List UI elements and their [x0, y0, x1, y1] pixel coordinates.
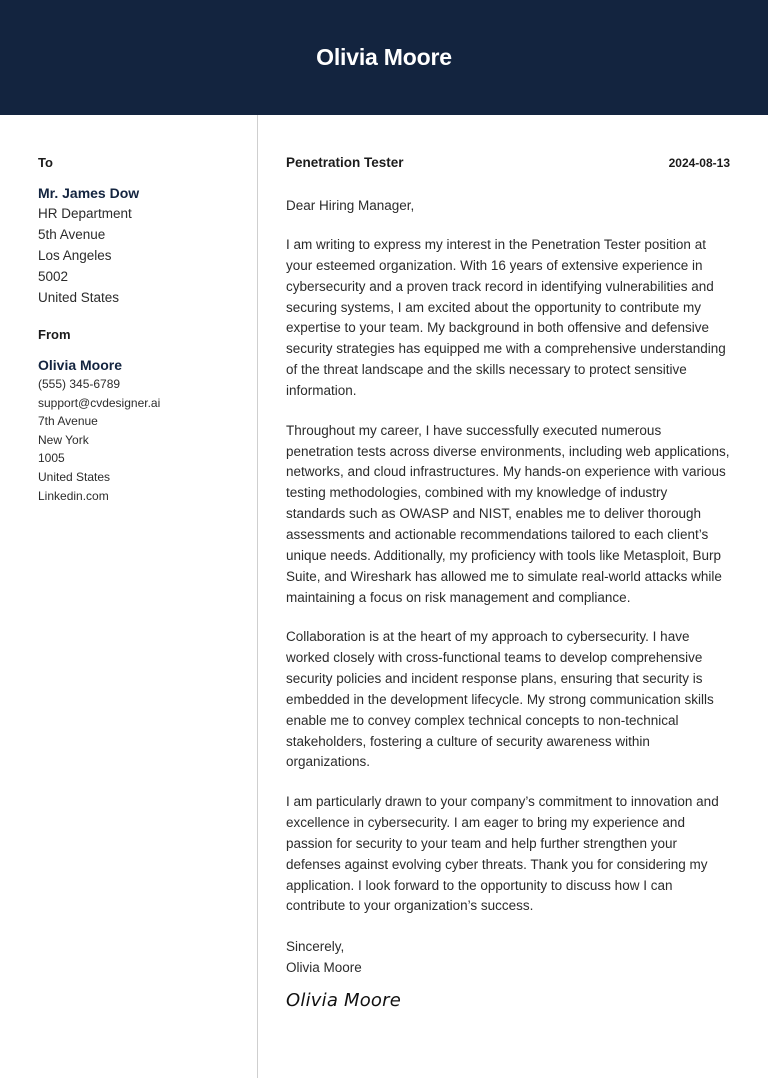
recipient-block: [38, 155, 248, 308]
letter-paragraph: I am writing to express my interest in the Penetration Tester position at your esteemed organization. With 16 years of extensive experience in cybersecurity and a proven track record in identifying vulnerabilities and securing systems, I am excited about the opportunity to contribute my expertise to your team. My background in both offensive and defensive security strategies has equipped me with a comprehensive understanding of the threat landscape and the skills necessary to protect sensitive information.: [286, 237, 726, 398]
signature: Olivia Moore: [286, 990, 402, 1012]
letter-column: [286, 155, 730, 1011]
job-title: Penetration Tester: [286, 155, 404, 170]
sender-city: New York: [38, 432, 89, 447]
column-divider: [257, 115, 258, 1078]
salutation: Dear Hiring Manager,: [286, 198, 415, 213]
recipient-country: United States: [38, 290, 120, 305]
closing-phrase: Sincerely,: [286, 939, 345, 955]
sender-linkedin: Linkedin.com: [38, 488, 109, 503]
letter-paragraph: Collaboration is at the heart of my approach to cybersecurity. I have worked closely with cross-functional teams to develop comprehensive security policies and incident response plans, ensuring that security is embedded in the development lifecycle. My strong communication skills enable me to convey complex technical concepts to non-technical stakeholders, fostering a culture of security awareness within organizations.: [286, 629, 714, 770]
recipient-department: HR Department: [38, 206, 132, 221]
sender-block: [38, 327, 248, 505]
sender-country: United States: [38, 469, 111, 484]
to-label: To: [38, 155, 53, 170]
sender-email: support@cvdesigner.ai: [38, 395, 161, 410]
contact-column: [38, 155, 248, 505]
recipient-city: Los Angeles: [38, 248, 112, 263]
applicant-name-heading: Olivia Moore: [316, 44, 452, 70]
recipient-zip: 5002: [38, 269, 69, 284]
sender-street: 7th Avenue: [38, 414, 98, 429]
recipient-name: Mr. James Dow: [38, 185, 140, 201]
sender-name: Olivia Moore: [38, 357, 123, 373]
closing-name: Olivia Moore: [286, 960, 362, 976]
letter-paragraph: I am particularly drawn to your company’s commitment to innovation and excellence in cybersecurity. I am eager to bring my experience and passion for security to your team and help further strengthen your defenses against evolving cyber threats. Thank you for considering my application. I look forward to the opportunity to discuss how I can contribute to your organization’s success.: [286, 794, 719, 914]
letter-topline: [286, 155, 730, 170]
recipient-street: 5th Avenue: [38, 227, 106, 242]
closing-block: [286, 936, 730, 978]
header-banner: [0, 0, 768, 115]
sender-zip: 1005: [38, 451, 65, 466]
letter-paragraph: Throughout my career, I have successfully executed numerous penetration tests across diverse environments, including web applications, networks, and cloud infrastructures. My hands-on experience with various testing methodologies, combined with my knowledge of industry standards such as OWASP and NIST, enables me to deliver thorough assessments and actionable recommendations tailored to each client’s unique needs. Additionally, my proficiency with tools like Metasploit, Burp Suite, and Wireshark has allowed me to simulate real-world attacks while maintaining a focus on risk management and compliance.: [286, 422, 730, 605]
letter-date: 2024-08-13: [668, 156, 730, 170]
from-label: From: [38, 327, 71, 342]
sender-phone: (555) 345-6789: [38, 377, 121, 391]
